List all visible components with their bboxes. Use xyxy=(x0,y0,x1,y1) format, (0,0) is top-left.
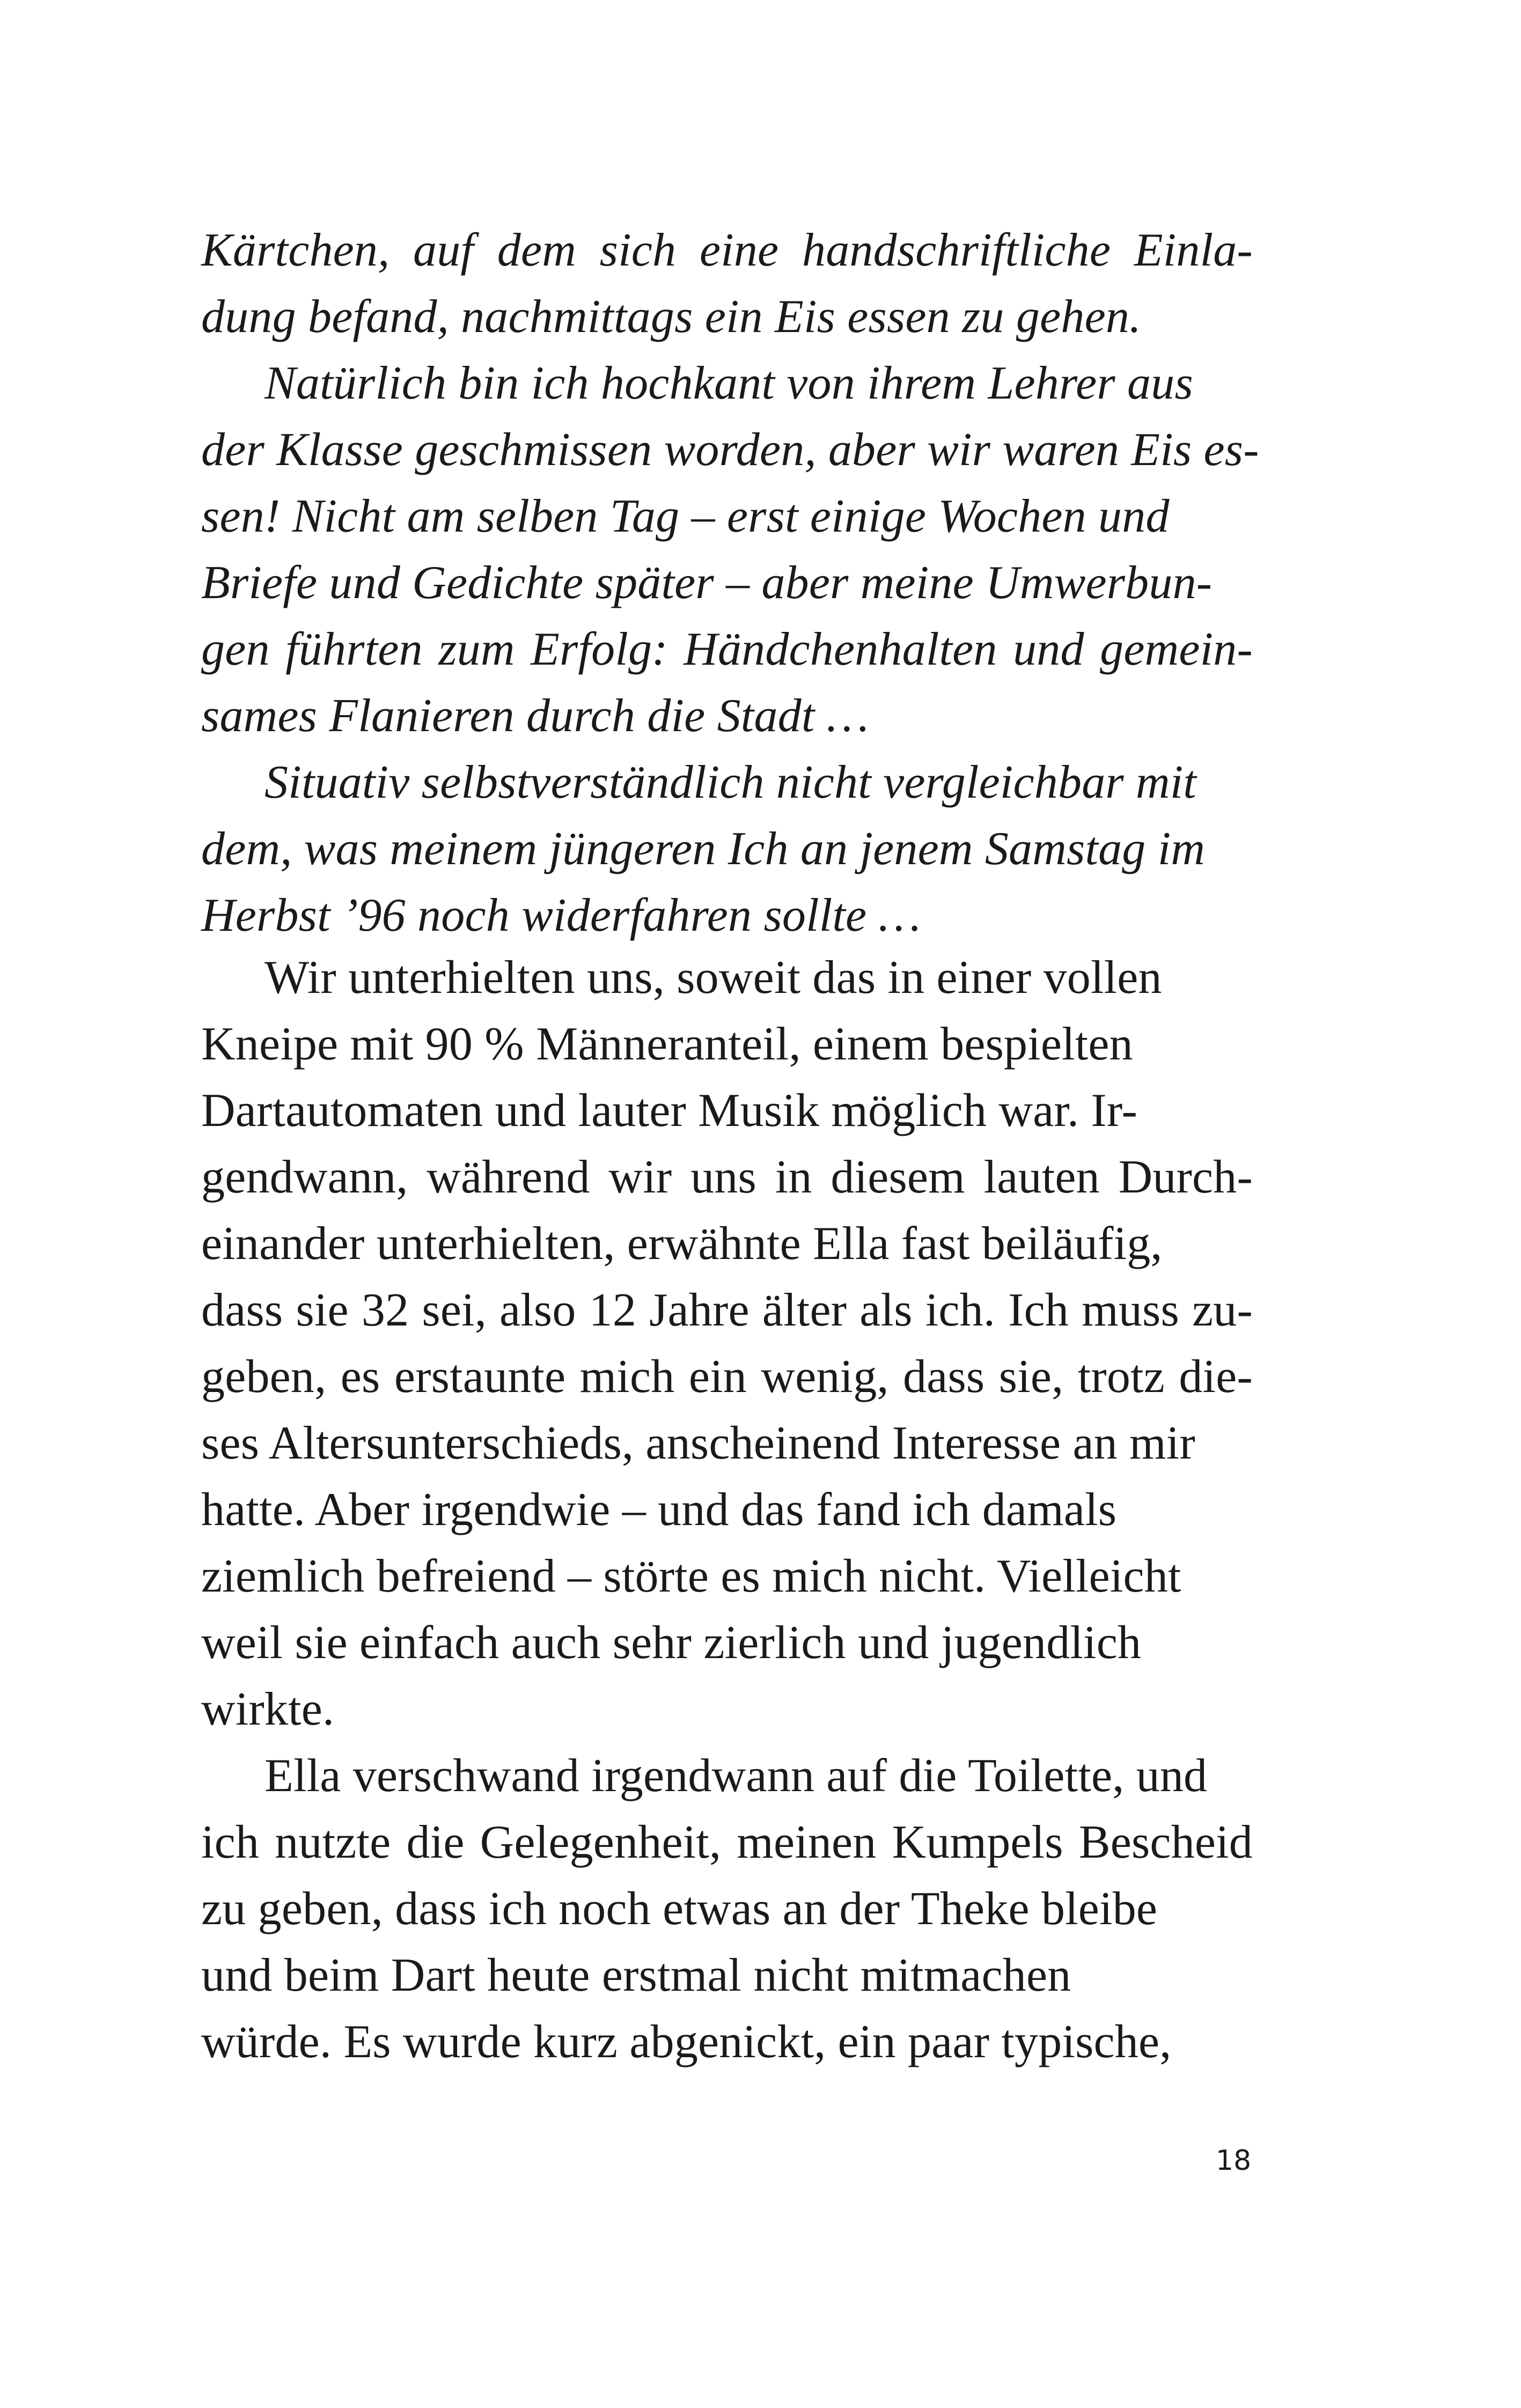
text-line: hatte. Aber irgendwie – und das fand ich damals xyxy=(201,1484,1117,1536)
text-line: zu geben, dass ich noch etwas an der Theke bleibe xyxy=(201,1883,1158,1935)
text-line: Kärtchen, auf dem sich eine handschriftliche Einla- xyxy=(201,224,1253,276)
text-line: geben, es erstaunte mich ein wenig, dass sie, trotz die- xyxy=(201,1351,1253,1403)
page-number: 18 xyxy=(1216,2145,1252,2177)
text-line: gendwann, während wir uns in diesem lauten Durch- xyxy=(201,1151,1253,1203)
text-line: ziemlich befreiend – störte es mich nicht. Vielleicht xyxy=(201,1550,1181,1602)
body-text-passage xyxy=(201,945,1253,2075)
text-line: Dartautomaten und lauter Musik möglich war. Ir- xyxy=(201,1085,1138,1137)
text-line: einander unterhielten, erwähnte Ella fast beiläufig, xyxy=(201,1218,1163,1270)
text-line: Ella verschwand irgendwann auf die Toilette, und xyxy=(264,1750,1208,1802)
text-line: würde. Es wurde kurz abgenickt, ein paar typische, xyxy=(201,2016,1172,2068)
text-line: sen! Nicht am selben Tag – erst einige Wochen und xyxy=(201,490,1170,542)
text-line: und beim Dart heute erstmal nicht mitmachen xyxy=(201,1949,1071,2001)
text-line: dem, was meinem jüngeren Ich an jenem Samstag im xyxy=(201,823,1206,875)
text-line: Wir unterhielten uns, soweit das in einer vollen xyxy=(264,952,1162,1004)
text-line: wirkte. xyxy=(201,1683,335,1735)
text-line: ses Altersunterschieds, anscheinend Interesse an mir xyxy=(201,1417,1195,1469)
text-line: ich nutzte die Gelegenheit, meinen Kumpels Bescheid xyxy=(201,1816,1253,1868)
text-line: Situativ selbstverständlich nicht vergleichbar mit xyxy=(264,756,1197,808)
text-line: weil sie einfach auch sehr zierlich und jugendlich xyxy=(201,1617,1142,1669)
text-line: dass sie 32 sei, also 12 Jahre älter als ich. Ich muss zu- xyxy=(201,1284,1253,1336)
text-line: der Klasse geschmissen worden, aber wir waren Eis es- xyxy=(201,424,1259,476)
text-line: gen führten zum Erfolg: Händchenhalten und gemein- xyxy=(201,623,1253,675)
text-line: Kneipe mit 90 % Männeranteil, einem bespielten xyxy=(201,1018,1133,1070)
text-line: Briefe und Gedichte später – aber meine Umwerbun- xyxy=(201,557,1213,609)
text-line: Natürlich bin ich hochkant von ihrem Lehrer aus xyxy=(264,357,1193,409)
text-line: dung befand, nachmittags ein Eis essen zu gehen. xyxy=(201,291,1142,343)
italic-flashback-passage xyxy=(201,217,1259,949)
text-line: Herbst ’96 noch widerfahren sollte … xyxy=(201,889,921,941)
text-line: sames Flanieren durch die Stadt … xyxy=(201,690,869,742)
